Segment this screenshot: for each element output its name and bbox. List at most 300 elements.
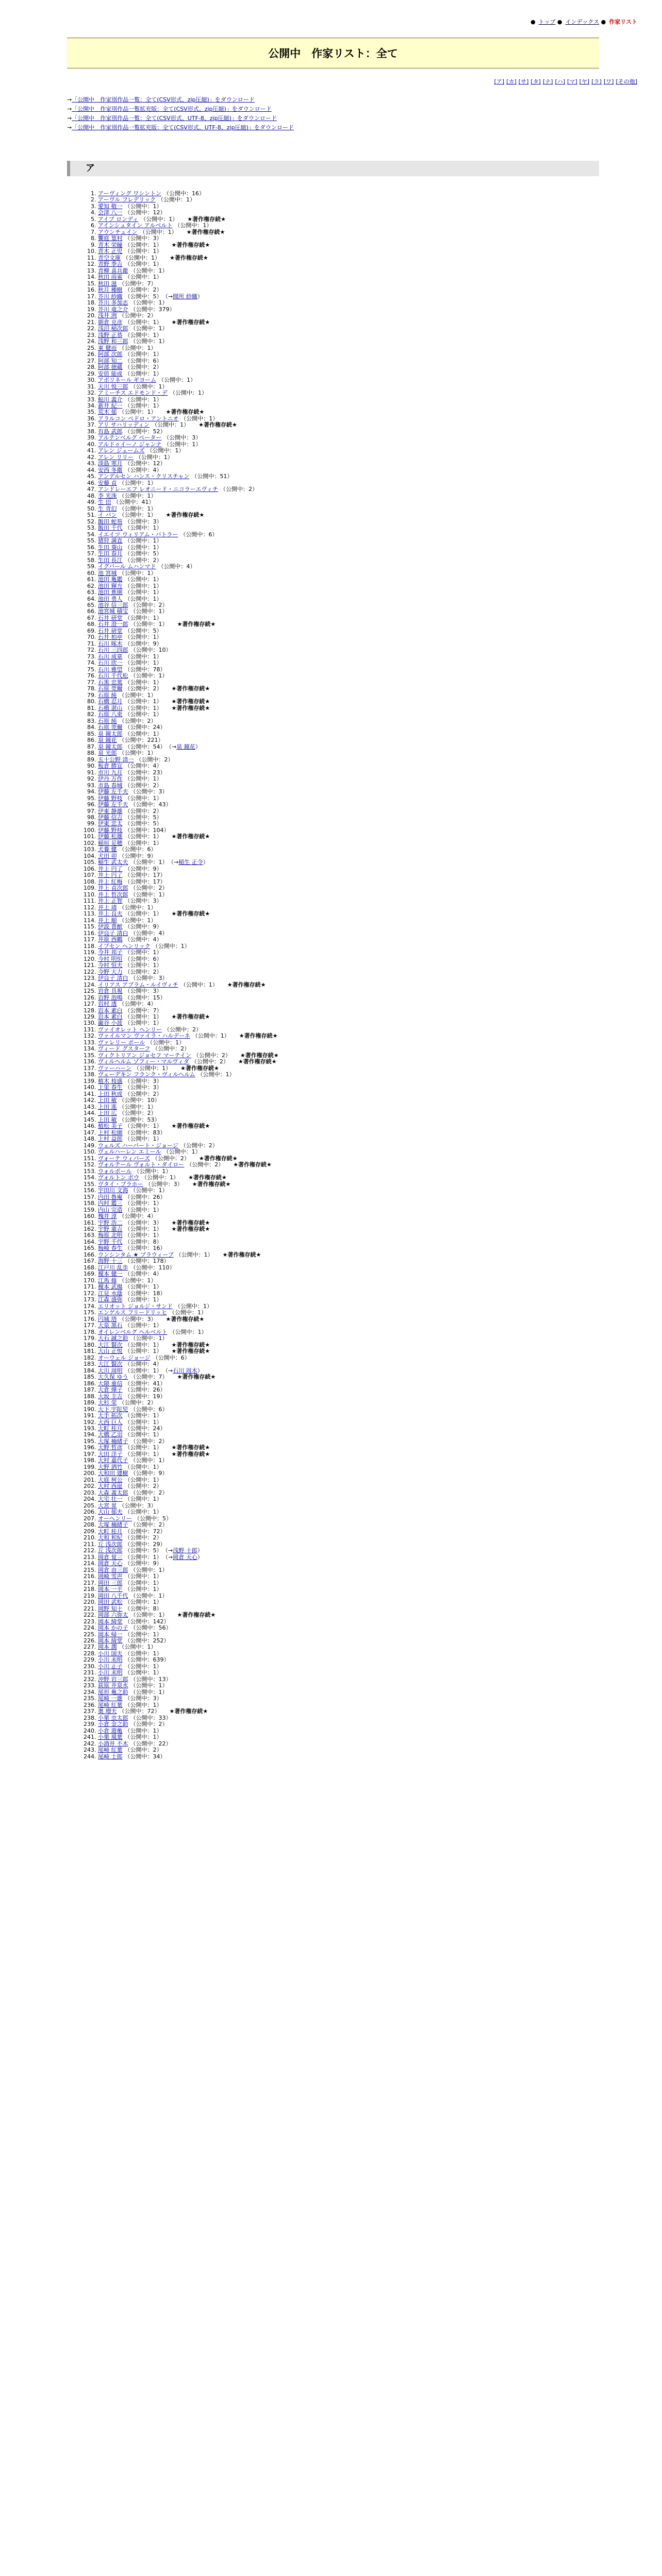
published-count: （公開中：1） [175,1251,213,1258]
author-link[interactable]: 今村 明恒 [98,955,123,962]
author-link[interactable]: 有島 武郎 [98,428,123,435]
author-link[interactable]: ヴォーテ ウィバーズ [98,1155,150,1162]
author-link[interactable]: 大川 周明 [98,1367,123,1374]
author-link[interactable]: 上田 広 [98,1110,117,1117]
author-link[interactable]: 石原 純 [98,691,117,699]
author-link[interactable]: 猪狩 満直 [98,537,123,545]
index-link[interactable]: [ラ] [591,78,602,85]
author-link[interactable]: 江森 盛弥 [98,1296,123,1303]
author-link[interactable]: 井上 円了 [98,865,123,872]
published-count: （公開中：1） [124,730,162,737]
author-link[interactable]: 池 宮城 [98,569,117,577]
author-link[interactable]: 青柳 喜兵衛 [98,267,128,274]
see-also-link[interactable]: 浅野 十郎 [173,1547,197,1554]
author-link[interactable]: 泉 鏡花 [98,737,117,744]
author-link[interactable]: 小川 正子 [98,1663,123,1670]
published-count: （公開中：5） [134,1515,172,1522]
author-link[interactable]: 上村 松園 [98,1129,123,1136]
author-link[interactable]: 生 青幻 [98,505,117,512]
author-link[interactable]: イグバール ムハンマド [98,563,156,570]
author-link[interactable]: 内山 完造 [98,1206,123,1213]
author-link[interactable]: 朝倉 克彦 [98,318,123,326]
arrow-icon: → [67,124,72,131]
author-link[interactable]: 浅野 和三郎 [98,338,128,345]
author-link[interactable]: 岡田 八千代 [98,1592,128,1599]
author-link[interactable]: 井上 順 [98,917,117,924]
author-link[interactable]: 岡野 知十 [98,1605,123,1612]
author-link[interactable]: 大村 嘉代子 [98,1457,128,1464]
author-link[interactable]: 大泉 黒石 [98,1322,123,1329]
copyright-badge: ★著作権存続★ [171,241,210,248]
published-count: （公開中：1） [119,409,157,416]
author-link[interactable]: 岩村 透 [98,1001,117,1008]
author-link[interactable]: 植松 美子 [98,1123,123,1130]
author-link[interactable]: 大宮 昇 [98,1502,117,1509]
author-link[interactable]: 宇野 重吉 [98,1225,123,1232]
author-link[interactable]: ヴィード グスターフ [98,1045,151,1053]
author-link[interactable]: イ バン [98,512,117,519]
author-list-item [98,776,614,782]
see-also-link[interactable]: 稲生 正令 [178,859,203,866]
author-link[interactable]: 岩野 泡鳴 [98,994,123,1001]
index-link[interactable]: [ナ] [542,78,553,85]
author-link[interactable]: 飯田 千代 [98,524,123,532]
author-link[interactable]: 井上 円了 [98,872,123,879]
author-link[interactable]: 岩本 素白 [98,1013,123,1020]
author-link[interactable]: ヴェルハーレン エミール [98,1148,161,1156]
author-link[interactable]: 小倉 遊亀 [98,1727,123,1734]
author-link[interactable]: 荻原 井泉水 [98,1682,128,1689]
author-link[interactable]: 石川 三四郎 [98,647,128,654]
published-count: （公開中：1） [169,1328,207,1335]
author-link[interactable]: アラルコン ペドロ・アントニオ [98,415,179,422]
author-link[interactable]: 石川 欣一 [98,659,123,667]
author-link[interactable]: アーヴル フレデリック [98,196,156,204]
index-link[interactable]: [マ] [567,78,577,85]
author-link[interactable]: 円城 塔 [98,1315,117,1323]
author-link[interactable]: 小倉 金之助 [98,1721,128,1728]
author-link[interactable]: 岡倉 天心 [98,1560,123,1567]
author-link[interactable]: 大橋 乙羽 [98,1431,123,1438]
author-link[interactable]: ウェルズ ハーバート・ジョージ [98,1142,178,1149]
author-link[interactable]: 伊藤 左千夫 [98,801,128,808]
author-link[interactable]: ウンシンタム ★ プラウィーブ [98,1251,174,1258]
author-link[interactable]: 東 健而 [98,344,117,351]
author-link[interactable]: 岡本 帰一 [98,1631,123,1638]
author-link[interactable]: 大森 義太郎 [98,1489,128,1496]
author-link[interactable]: 大江 賢次 [98,1341,123,1348]
index-link[interactable]: [ハ] [555,78,566,85]
author-link[interactable]: 大町 桂月 [98,1528,123,1535]
author-link[interactable]: 石川 雅望 [98,666,123,673]
author-link[interactable]: 岡田 三郎 [98,1579,123,1586]
published-count: （公開中：1） [124,1200,162,1207]
author-link[interactable]: アンドレーエフ レオニード・ニコラーエヴィチ [98,486,218,493]
author-link[interactable]: 大野 哲彦 [98,1444,123,1451]
author-link[interactable]: 安西 冬衛 [98,466,123,473]
author-link[interactable]: 池田 勇人 [98,595,123,602]
author-link[interactable]: 大和田 建樹 [98,1470,128,1477]
nav-index-link[interactable]: インデックス [565,19,600,25]
author-link[interactable]: 伊東 忠太 [98,820,123,827]
author-link[interactable]: 小川 未明 [98,1656,123,1664]
author-link[interactable]: 岡本 一平 [98,1586,123,1593]
author-link[interactable]: 大石 誠之助 [98,1335,128,1342]
author-link[interactable]: 尾崎 士郎 [98,1753,123,1760]
index-link[interactable]: [タ] [531,78,541,85]
author-list-item [98,1651,614,1657]
published-count: （公開中：1） [180,415,219,422]
author-link[interactable]: 岩倉 具視 [98,988,123,995]
author-link[interactable]: 淡島 寒月 [98,460,123,467]
author-link[interactable]: 岩本 素白 [98,1007,123,1014]
author-link[interactable]: エンゲルス フリードリッヒ [98,1309,167,1316]
author-link[interactable]: 井上 紅梅 [98,878,123,885]
author-link[interactable]: 丘 浅次郎 [98,1547,123,1554]
author-link[interactable]: 新井 紀一 [98,402,123,409]
index-link[interactable]: [ワ] [603,78,614,85]
author-link[interactable]: 沖野 岩三郎 [98,1675,128,1683]
author-link[interactable]: 大坂 圭吉 [98,1393,123,1400]
author-link[interactable]: 植木 枝盛 [98,1077,123,1084]
author-link[interactable]: オイレンベルグ ヘルベルト [98,1328,168,1335]
author-link[interactable]: 井上 良夫 [98,910,123,918]
author-link[interactable]: 槐井 淳 [98,1213,117,1220]
author-link[interactable]: 市川 九月 [98,769,123,776]
author-list-item [98,1110,614,1116]
see-also-link[interactable]: 岡倉 天心 [173,1553,197,1561]
author-link[interactable]: 伊東 静雄 [98,807,123,815]
author-link[interactable]: 大杉 栄 [98,1399,117,1406]
published-count: （公開中：41） [113,499,155,506]
author-link[interactable]: 井原 西鶴 [98,936,123,943]
see-also: （→間所 紗織） [165,293,203,300]
author-link[interactable]: 安藤 貞 [98,479,117,486]
author-link[interactable]: 大山 郁夫 [98,1509,123,1516]
author-link[interactable]: 岡倉 由三郎 [98,1566,128,1573]
author-link[interactable]: オーヘンリー [98,1515,132,1522]
author-link[interactable]: 石原 莞爾 [98,685,123,692]
author-link[interactable]: 上田 敏 [98,1097,117,1104]
author-link[interactable]: 上村 益郎 [98,1136,123,1143]
author-link[interactable]: 今野 大力 [98,968,123,975]
author-link[interactable]: アイブ ロンディ [98,215,139,223]
author-link[interactable]: アンデルセン ハンス・クリスチャン [98,473,190,480]
author-link[interactable]: ヴァレリー ポール [98,1039,145,1046]
author-link[interactable]: 宇田川 文海 [98,1187,128,1194]
author-link[interactable]: 飯田 蛇笏 [98,518,123,525]
author-link[interactable]: 今村 恒夫 [98,962,123,969]
author-link[interactable]: 池宮城 積宝 [98,608,128,615]
index-link[interactable]: [その他] [616,78,637,85]
author-link[interactable]: 小川 国夫 [98,1650,123,1657]
author-link[interactable]: 内田 魯庵 [98,1193,123,1200]
author-link[interactable]: 石原 莞爾 [98,724,123,731]
published-count: （公開中：17） [124,872,166,879]
author-link[interactable]: 宇野 浩二 [98,1219,123,1226]
author-link[interactable]: 荒木 郁 [98,409,117,416]
published-count: （公開中：1） [124,318,162,326]
author-link[interactable]: イエイツ ウィリアム・バトラー [98,531,178,538]
author-link[interactable]: 阿部 徳蔵 [98,364,123,371]
author-link[interactable]: イリアス アブラム・ルイヴィチ [98,981,178,988]
author-link[interactable]: ヴォルテール ヴォルト・ダイロー [98,1161,185,1168]
author-link[interactable]: 五十公野 清一 [98,756,134,763]
author-link[interactable]: 伊波 普猷 [98,923,123,930]
author-link[interactable]: 井上 正智 [98,897,123,905]
author-link[interactable]: 井上 哲次郎 [98,891,128,898]
author-link[interactable]: 上里 春生 [98,1084,123,1091]
author-link[interactable]: 阿部 次郎 [98,351,123,358]
author-link[interactable]: 大町 桂月 [98,1425,123,1432]
copyright-badge: ★著作権存続★ [171,685,210,692]
author-list-item [98,1728,614,1734]
author-link[interactable]: ヴィルヘルム ゾフィー・マルヴィダ [98,1058,189,1065]
author-link[interactable]: イプセン ヘンリック [98,942,151,950]
author-link[interactable]: アルドゥイーノ ジャンナ [98,440,162,448]
author-link[interactable]: 浅井 洌 [98,312,117,319]
author-link[interactable]: 池田 蕉園 [98,589,123,596]
author-link[interactable]: 尾崎 一雄 [98,1695,123,1702]
author-link[interactable]: 伊藤 野枝 [98,794,123,802]
author-link[interactable]: ヴァーハーン [98,1064,132,1072]
author-link[interactable]: 大村 西崖 [98,1483,123,1490]
author-link[interactable]: 伊藤 野枝 [98,826,123,834]
author-link[interactable]: アウンチュイン [98,228,138,235]
author-link[interactable]: 安倍 能成 [98,370,123,377]
author-link[interactable]: 大山 正悦 [98,1348,123,1355]
author-link[interactable]: 石井 研堂 [98,614,123,621]
author-link[interactable]: 石川 千代松 [98,672,128,680]
author-link[interactable]: 池田 輝方 [98,582,123,589]
author-link[interactable]: 梅崎 春生 [98,1245,123,1252]
author-link[interactable]: 石黒 忠篤 [98,679,123,686]
published-count: （公開中：9） [130,1470,168,1477]
author-link[interactable]: 榎本 健一 [98,1270,123,1278]
author-link[interactable]: オーウェル ジョージ [98,1354,151,1361]
top-navigation [531,18,637,26]
see-also-link[interactable]: 泉 鏡花 [176,743,195,750]
author-link[interactable]: 池谷 信三郎 [98,602,128,608]
download-link[interactable]: 「公開中 作家別作品一覧拡充版：全て(CSV形式、UTF-8、zip圧縮)」をダウンロード [72,124,294,131]
author-link[interactable]: 岡本 潤 [98,1643,117,1651]
author-link[interactable]: 大宅 壮一 [98,1496,123,1503]
author-link[interactable]: 池田 亀鑑 [98,576,123,583]
author-link[interactable]: 鮎川 義介 [98,396,123,403]
author-link[interactable]: 生田 長江 [98,556,123,564]
download-item [67,114,294,123]
download-link[interactable]: 「公開中 作家別作品一覧拡充版：全て(CSV形式、zip圧縮)」をダウンロード [72,106,272,112]
author-link[interactable]: 石川 啄木 [98,640,123,647]
author-list-item [98,1297,614,1303]
author-link[interactable]: 尾崎 紅葉 [98,1701,123,1708]
author-link[interactable]: アーヴィング ワシントン [98,190,162,197]
author-link[interactable]: 李 光洙 [98,492,117,499]
author-link[interactable]: 岡崎 雪声 [98,1573,123,1580]
author-link[interactable]: 伊藤 信吉 [98,814,123,821]
author-link[interactable]: 芥川 紗織 [98,293,123,300]
author-link[interactable]: 岡本 綺堂 [98,1637,123,1644]
nav-top-link[interactable]: トップ [538,19,556,25]
author-link[interactable]: 尾崎 紅葉 [98,1747,123,1754]
author-link[interactable]: アレン ジェームズ [98,447,145,454]
author-link[interactable]: 泉 鏡太郎 [98,743,123,750]
author-link[interactable]: 秋田 雨雀 [98,274,123,281]
author-link[interactable]: 芥川 竜之介 [98,306,128,313]
author-list-item [98,750,614,756]
author-link[interactable]: 饗庭 篁村 [98,235,123,242]
author-link[interactable]: 上田 敏 [98,1116,117,1123]
author-link[interactable]: 海野 十三 [98,1258,123,1265]
author-link[interactable]: 生田 春月 [98,550,123,557]
see-also-link[interactable]: 石川 周木 [173,1367,197,1374]
author-link[interactable]: 石川 成章 [98,653,123,660]
author-link[interactable]: エリオット ジョルジ・サンド [98,1302,173,1310]
copyright-badge: ★著作権存続★ [177,1612,216,1619]
author-link[interactable]: 板倉 勝宣 [98,762,123,770]
author-link[interactable]: 秋田 滋 [98,280,117,287]
author-link[interactable]: 泉 鏡太郎 [98,730,123,737]
author-link[interactable]: 大和 和紀 [98,1534,123,1541]
author-link[interactable]: 稲生 武太夫 [98,859,128,866]
author-link[interactable]: 会津 八一 [98,209,123,216]
author-link[interactable]: 梅原 北明 [98,1232,123,1239]
author-link[interactable]: 大西 巨人 [98,1418,123,1426]
author-link[interactable]: 青木 正児 [98,248,123,255]
author-link[interactable]: 伊藤 左千夫 [98,788,128,795]
download-link[interactable]: 「公開中 作家別作品一覧：全て(CSV形式、UTF-8、zip圧縮)」をダウンロード [72,115,277,122]
author-link[interactable]: 生田 葵山 [98,544,123,551]
author-link[interactable]: 泉 光郎 [98,750,117,757]
download-link[interactable]: 「公開中 作家別作品一覧：全て(CSV形式、zip圧縮)」をダウンロード [72,96,255,103]
author-link[interactable]: 伊良子 清白 [98,929,128,937]
author-link[interactable]: 秋月 種樹 [98,286,123,294]
author-list-item [98,1586,614,1592]
author-link[interactable]: 小栗 虫太郎 [98,1714,128,1721]
author-link[interactable]: 尾形 亀之助 [98,1688,128,1696]
author-link[interactable]: 生 田 [98,499,111,506]
index-link[interactable]: [ヤ] [579,78,590,85]
author-link[interactable]: 大下 宇陀児 [98,1405,128,1413]
index-link[interactable]: [カ] [506,78,517,85]
author-link[interactable]: 内村 鑑三 [98,1200,123,1207]
author-link[interactable]: アミーチス エドモンド・デ [98,389,168,397]
author-link[interactable]: 大手 拓次 [98,1412,123,1419]
author-link[interactable]: 小栗 風葉 [98,1734,123,1741]
author-link[interactable]: ヴォルトン ボウ [98,1174,140,1181]
author-link[interactable]: 大田 洋子 [98,1450,123,1458]
author-link[interactable]: 天川 悦三郎 [98,383,128,390]
author-link[interactable]: 犬田 卯 [98,852,117,859]
index-link[interactable]: [サ] [518,78,529,85]
author-link[interactable]: 岡部 六弥太 [98,1612,128,1619]
author-link[interactable]: 大庭 柯公 [98,1476,123,1483]
author-link[interactable]: 宇野 千代 [98,1238,123,1245]
author-link[interactable]: 上田 進 [98,1103,117,1110]
author-link[interactable]: アレン リリー [98,453,134,461]
author-link[interactable]: 岡本 綺堂 [98,1618,123,1625]
author-link[interactable]: 石橋 湛山 [98,704,123,711]
author-link[interactable]: 石井 研堂 [98,627,123,634]
author-link[interactable]: 大倉 燁子 [98,1386,123,1394]
author-link[interactable]: 浅沼 稲次郎 [98,325,128,332]
author-link[interactable]: 青野 季吉 [98,261,123,268]
author-link[interactable]: 犬養 健 [98,846,117,853]
author-link[interactable]: 大塚 楠緒子 [98,1521,128,1529]
author-list-item [98,815,614,821]
author-link[interactable]: 井上 靖 [98,904,117,911]
author-link[interactable]: ウォルポール [98,1167,132,1175]
published-count: （公開中：6） [130,1405,168,1413]
author-link[interactable]: ヴェーデキン フランク・ヴィルヘルム [98,1071,195,1078]
author-list-item [98,204,614,210]
author-link[interactable]: 稲垣 足穂 [98,839,123,846]
author-link[interactable]: 伊良子 清白 [98,975,128,982]
author-link[interactable]: 小川 未明 [98,1669,123,1676]
author-link[interactable]: 石井 澄一郎 [98,621,128,628]
author-link[interactable]: アインシュタイン アルベルト [98,222,173,229]
author-link[interactable]: 青木 栄瞳 [98,241,123,248]
author-link[interactable]: 伊藤 松雄 [98,833,123,840]
index-link[interactable]: [ア] [494,78,505,85]
author-link[interactable]: 江馬 修 [98,1277,117,1284]
author-link[interactable]: ヴァイオレット ヘンリー [98,1026,162,1033]
author-link[interactable]: 石橋 忍月 [98,698,123,705]
author-link[interactable]: ヴァイルマン ヴァイラ・ハルデーネ [98,1032,190,1040]
author-link[interactable]: 岡田 武松 [98,1599,123,1606]
author-link[interactable]: 上田 秋成 [98,1090,123,1097]
author-link[interactable]: 阿部 知二 [98,357,123,364]
author-link[interactable]: 榎本 武揚 [98,1283,123,1291]
author-link[interactable]: 石原 八束 [98,711,123,718]
author-link[interactable]: 伊丹 万作 [98,775,123,783]
author-link[interactable]: アリ サハリッディン [98,421,150,429]
author-link[interactable]: 青空文庫 [98,254,121,261]
author-link[interactable]: 大江 賢次 [98,1361,123,1368]
author-link[interactable]: 大久保 ゆう [98,1374,128,1381]
published-count: （公開中：1） [124,679,162,686]
author-link[interactable]: 岡本 かの子 [98,1624,128,1632]
author-link[interactable]: 岡倉 覚三 [98,1553,123,1561]
author-link[interactable]: ヴィクトリアン ジョセフ マーテイン [98,1052,191,1059]
author-link[interactable]: 芥川 多加志 [98,299,128,307]
published-count: （公開中：3） [119,1502,157,1509]
author-link[interactable]: 石井 柏亭 [98,634,123,641]
author-link[interactable]: 小酒井 不木 [98,1740,128,1747]
author-link[interactable]: 今井 邦子 [98,949,123,956]
author-link[interactable]: 江見 水蔭 [98,1290,123,1297]
author-link[interactable]: 江戸川 乱歩 [98,1264,128,1271]
see-also-link[interactable]: 間所 紗織 [173,293,197,300]
author-link[interactable]: 井上 貞次郎 [98,885,128,892]
author-link[interactable]: ヴタイ・ブラホー [98,1180,143,1188]
author-link[interactable]: 奥 増夫 [98,1708,117,1715]
author-link[interactable]: 石原 純 [98,717,117,724]
author-list-item [98,313,614,319]
author-link[interactable]: 丘 浅次郎 [98,1540,123,1548]
author-link[interactable]: 巌谷 小波 [98,1020,123,1027]
published-count: （公開中：1） [124,1341,162,1348]
author-link[interactable]: アポリネール ギヨーム [98,377,157,384]
author-link[interactable]: 大隈 重信 [98,1380,123,1387]
author-link[interactable]: 愛知 敬一 [98,202,123,210]
author-link[interactable]: 浅野 正恭 [98,331,123,338]
author-link[interactable]: アルテンベルグ ペーター [98,434,162,442]
author-link[interactable]: 大野 洒竹 [98,1463,123,1470]
author-link[interactable]: 大塚 楠緒子 [98,1437,128,1445]
published-count: （公開中：1） [124,1013,162,1020]
author-link[interactable]: 市島 春城 [98,782,123,789]
